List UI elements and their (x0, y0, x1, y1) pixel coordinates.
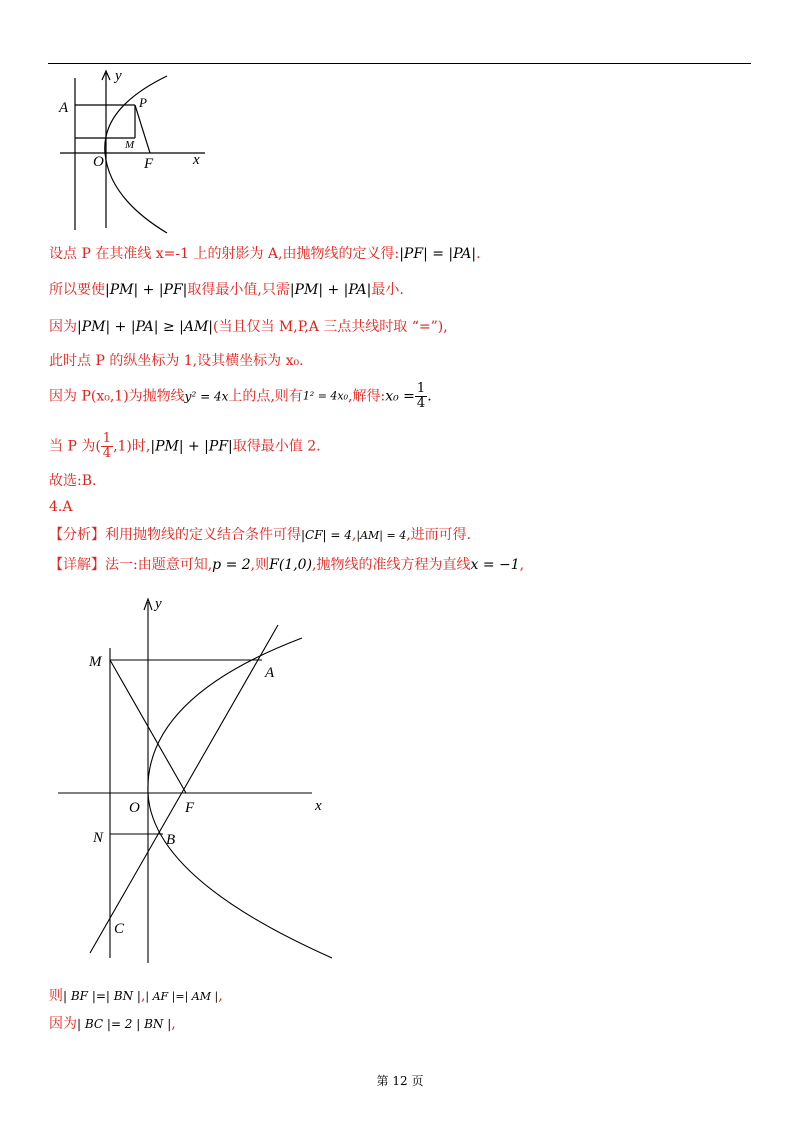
line-10-text-a: 【详解】法一:由题意可知, (49, 557, 213, 573)
line-7: 故选:B. (49, 473, 97, 489)
fig1-label-F: F (144, 156, 154, 172)
line-2-formula-a: |PM| + |PF| (105, 282, 188, 298)
line-9-formula-a: |CF| = 4 (301, 528, 352, 542)
line-6-text-c: 取得最小值 2. (232, 438, 321, 455)
line-12 (49, 1015, 176, 1033)
fig2-label-y: y (155, 596, 162, 612)
fig2-label-M: M (89, 654, 102, 670)
fig1-label-x: x (193, 152, 200, 168)
line-5-text-c: ,解得: (348, 388, 386, 405)
line-11 (49, 987, 223, 1006)
line-6-frac-den: 4 (102, 446, 112, 461)
figure-parabola-1 (55, 68, 215, 238)
line-1 (49, 245, 481, 263)
line-5-text-b: 上的点,则有 (228, 388, 303, 405)
line-11-text-b: , (140, 988, 146, 1004)
line-11-text-c: , (218, 988, 223, 1004)
fig2-label-N: N (93, 830, 104, 846)
line-12-formula: | BC |= 2 | BN | (77, 1017, 172, 1031)
line-9-formula-b: |AM| = 4 (356, 529, 407, 542)
line-8: 4.A (49, 499, 73, 515)
line-10-text-d: , (519, 557, 525, 573)
line-9 (49, 526, 471, 545)
line-3-formula: |PM| + |PA| ≥ |AM| (77, 319, 214, 335)
line-5-fraction (415, 382, 427, 411)
line-10-text-b: ,则 (250, 557, 270, 573)
line-1-text: 设点 P 在其准线 x=-1 上的射影为 A,由抛物线的定义得: (49, 246, 400, 262)
header-rule (48, 63, 751, 64)
line-9-text-b: , (351, 527, 357, 543)
line-10-formula-b: F(1,0) (269, 557, 313, 573)
line-6-fraction (101, 432, 113, 461)
line-2-formula-b: |PM| + |PA| (289, 282, 372, 298)
line-10-text-c: ,抛物线的准线方程为直线 (312, 557, 471, 573)
line-6 (49, 432, 321, 461)
line-12-text-b: , (171, 1016, 176, 1032)
line-10-formula-c: x = −1 (470, 557, 520, 573)
line-2-text-c: 最小. (371, 282, 404, 298)
line-5-formula-b: 1² = 4x₀ (302, 389, 349, 403)
line-2 (49, 281, 404, 299)
fig1-label-y: y (115, 68, 122, 84)
line-6-text-a: 当 P 为( (49, 438, 101, 455)
fig2-label-x: x (315, 798, 322, 814)
line-6-formula: |PM| + |PF| (150, 438, 233, 455)
line-4: 此时点 P 的纵坐标为 1,设其横坐标为 x₀. (49, 353, 304, 369)
fig1-label-P: P (139, 95, 147, 110)
line-1-end: . (476, 246, 481, 262)
line-10 (49, 556, 524, 574)
figure-parabola-2 (50, 588, 350, 968)
line-9-text-c: ,进而可得. (406, 527, 472, 543)
fig2-label-C: C (114, 921, 125, 937)
line-5-frac-den: 4 (416, 396, 426, 411)
fig1-parabola (105, 76, 167, 233)
line-12-text-a: 因为 (49, 1016, 77, 1032)
fig1-label-M: M (125, 139, 135, 151)
line-6-text-b: ,1)时, (113, 438, 151, 455)
fig2-label-O: O (129, 800, 140, 816)
line-10-formula-a: p = 2 (212, 557, 251, 573)
fig1-label-O: O (93, 154, 104, 170)
line-5-frac-num: 1 (416, 381, 426, 396)
line-5-text-a: 因为 P(x₀,1)为抛物线 (49, 388, 185, 405)
line-2-text-a: 所以要使 (49, 282, 105, 298)
line-3 (49, 318, 448, 336)
line-2-text-b: 取得最小值,只需 (187, 282, 290, 298)
fig1-line-PF (135, 105, 150, 153)
fig2-label-B: B (166, 832, 176, 848)
fig2-label-F: F (185, 800, 195, 816)
line-3-text-a: 因为 (49, 319, 77, 335)
page-number: 第 12 页 (376, 1074, 424, 1088)
line-1-formula: |PF| = |PA| (399, 246, 477, 262)
line-11-formula-b: | AF |=| AM | (145, 990, 219, 1003)
line-11-formula-a: | BF |=| BN | (63, 989, 141, 1003)
fig2-label-A: A (265, 665, 275, 681)
line-6-frac-num: 1 (102, 431, 112, 446)
line-11-text-a: 则 (49, 988, 63, 1004)
fig2-parabola (148, 638, 332, 958)
line-5-formula-c: x₀ = (385, 388, 415, 405)
fig1-label-A: A (59, 100, 69, 116)
line-9-text-a: 【分析】利用抛物线的定义结合条件可得 (49, 527, 301, 543)
line-5-end: . (427, 388, 432, 405)
line-5-formula-a: y² = 4x (184, 389, 229, 404)
line-5 (49, 382, 432, 411)
line-3-text-b: (当且仅当 M,P,A 三点共线时取 “=”), (213, 319, 448, 335)
